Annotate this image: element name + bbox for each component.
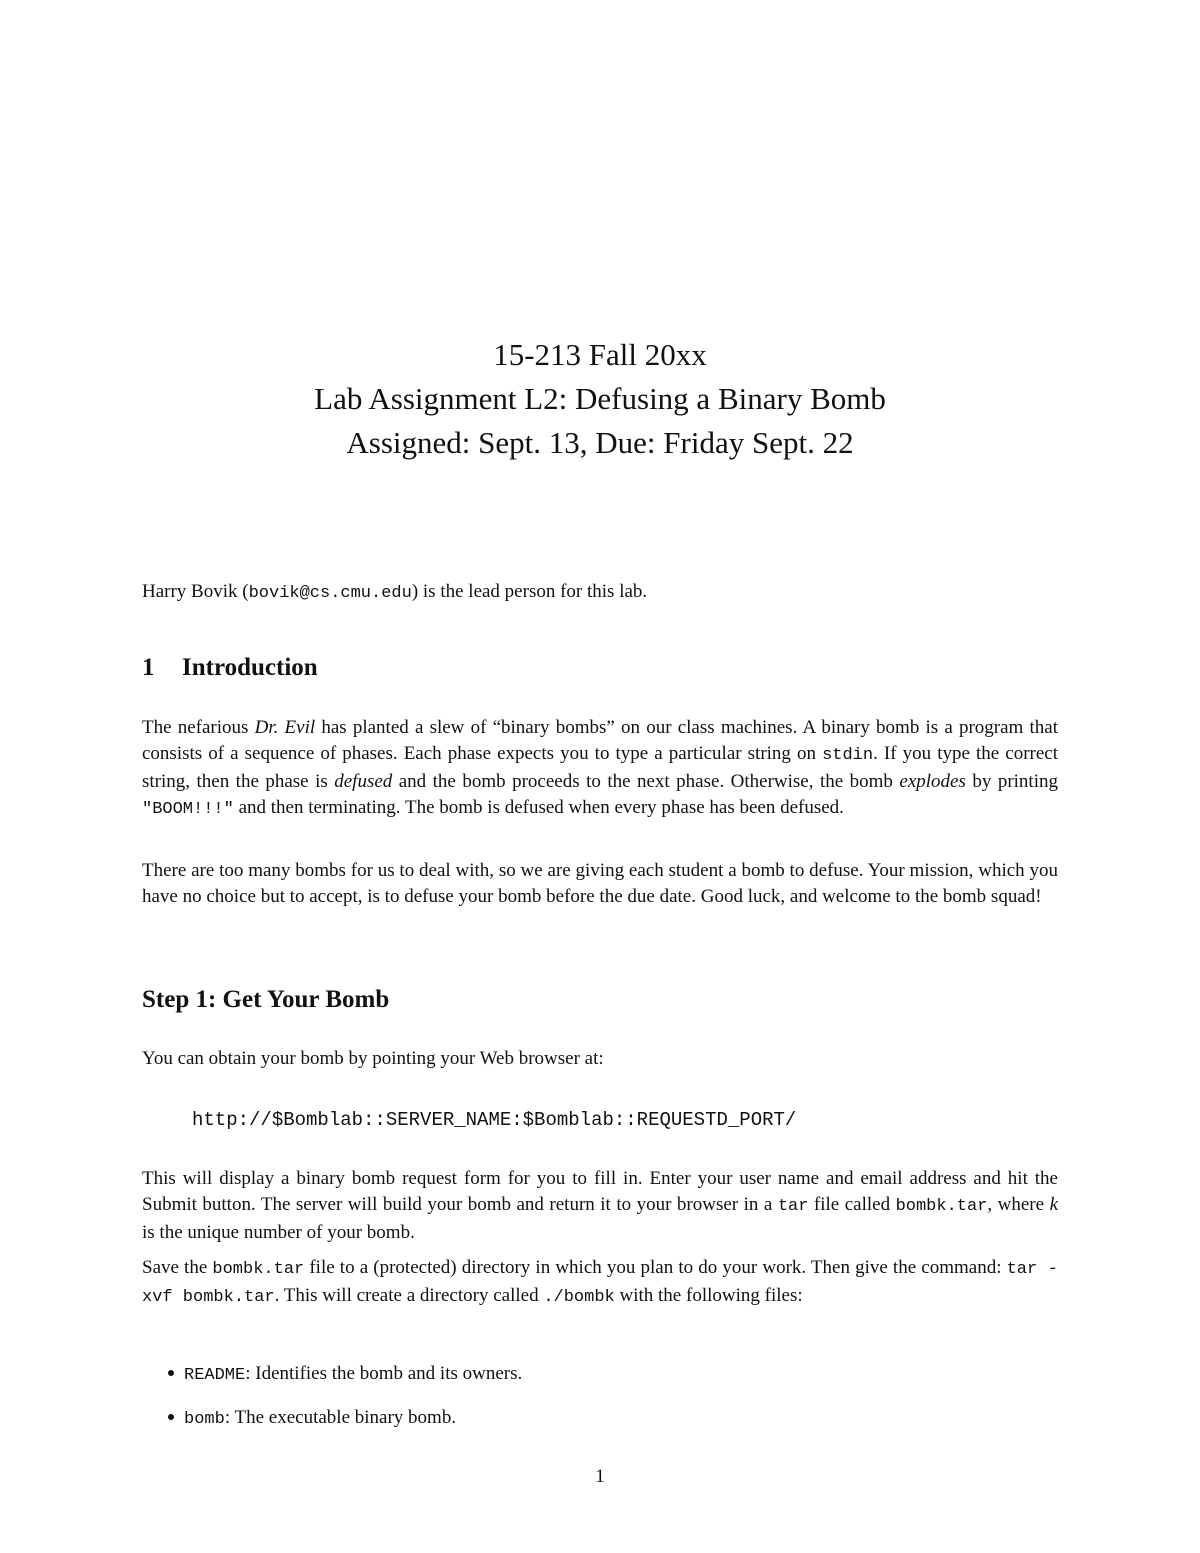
text: The nefarious bbox=[142, 717, 255, 738]
section-number: 1 bbox=[142, 654, 155, 681]
text: file called bbox=[808, 1194, 896, 1215]
step1-paragraph-1 bbox=[142, 1166, 1058, 1246]
stdin-code: stdin bbox=[822, 746, 874, 765]
paragraph-text: There are too many bombs for us to deal with, so we are giving each student a bomb to defuse. Your mission, which you have no choice but to accept, is to defuse your bomb before the due date. Good luck, and welcome to the bomb squad! bbox=[142, 860, 1058, 907]
defused-emphasis: defused bbox=[334, 771, 393, 792]
text: Save the bbox=[142, 1257, 213, 1278]
tar-command-code: tar -xvf bombk.tar bbox=[142, 1260, 1058, 1307]
text: . This will create a directory called bbox=[274, 1285, 544, 1306]
text: is the unique number of your bomb. bbox=[142, 1222, 415, 1243]
text: file to a (protected) directory in which you plan to do your work. Then give the command: bbox=[304, 1257, 1007, 1278]
step1-heading: Step 1: Get Your Bomb bbox=[142, 986, 390, 1013]
step1-paragraph-2 bbox=[142, 1255, 1058, 1311]
assignment-title: Lab Assignment L2: Defusing a Binary Bomb bbox=[314, 381, 886, 416]
list-item bbox=[168, 1361, 522, 1389]
section-heading-introduction bbox=[142, 653, 318, 683]
step1-intro bbox=[142, 1046, 1058, 1072]
assignment-dates: Assigned: Sept. 13, Due: Friday Sept. 22 bbox=[346, 425, 854, 460]
file-description: : Identifies the bomb and its owners. bbox=[245, 1363, 523, 1384]
text: and then terminating. The bomb is defused when every phase has been defused. bbox=[233, 797, 844, 818]
lead-email: bovik@cs.cmu.edu bbox=[248, 584, 412, 603]
dr-evil-emphasis: Dr. Evil bbox=[254, 717, 316, 738]
lead-text-end: ) is the lead person for this lab. bbox=[411, 581, 648, 602]
page-number: 1 bbox=[595, 1466, 605, 1487]
list-item bbox=[168, 1405, 456, 1433]
text: This will display a binary bomb request form for you to fill in. Enter your user name and email address and hit the Submit button. The server will build your bomb and return it to your browser in a bbox=[142, 1168, 1058, 1215]
lead-text: Harry Bovik ( bbox=[142, 581, 249, 602]
text: . If you type the correct string, then the phase is bbox=[142, 743, 1058, 792]
text: by printing bbox=[965, 771, 1058, 792]
paragraph-text: You can obtain your bomb by pointing your Web browser at: bbox=[142, 1048, 604, 1069]
text: and the bomb proceeds to the next phase. Otherwise, the bomb bbox=[392, 771, 900, 792]
document-title bbox=[0, 333, 1200, 465]
file-description: : The executable binary bomb. bbox=[224, 1407, 457, 1428]
bombk-code: bombk.tar bbox=[212, 1260, 305, 1279]
file-name-code: README bbox=[184, 1366, 246, 1385]
bomb-server-url: http://$Bomblab::SERVER_NAME:$Bomblab::REQUESTD_PORT/ bbox=[192, 1109, 797, 1131]
file-name-code: bomb bbox=[184, 1410, 225, 1429]
bombk-code: bombk.tar bbox=[895, 1197, 988, 1216]
text: has planted a slew of “binary bombs” on our class machines. A binary bomb is a program that consists of a sequence of phases. Each phase expects you to type a particular string on bbox=[142, 717, 1059, 764]
text: with the following files: bbox=[614, 1285, 803, 1306]
boom-code: "BOOM!!!" bbox=[142, 800, 234, 819]
section-title: Introduction bbox=[182, 654, 318, 681]
bullet-icon bbox=[168, 1414, 174, 1420]
introduction-paragraph-1 bbox=[142, 715, 1058, 823]
tar-code: tar bbox=[777, 1197, 809, 1216]
course-title: 15-213 Fall 20xx bbox=[493, 337, 707, 372]
bullet-icon bbox=[168, 1370, 174, 1376]
text: , where bbox=[987, 1194, 1050, 1215]
directory-code: ./bombk bbox=[543, 1288, 615, 1307]
introduction-paragraph-2 bbox=[142, 858, 1058, 910]
explodes-emphasis: explodes bbox=[899, 771, 966, 792]
lead-person-line bbox=[142, 579, 1058, 607]
k-emphasis: k bbox=[1049, 1194, 1058, 1215]
